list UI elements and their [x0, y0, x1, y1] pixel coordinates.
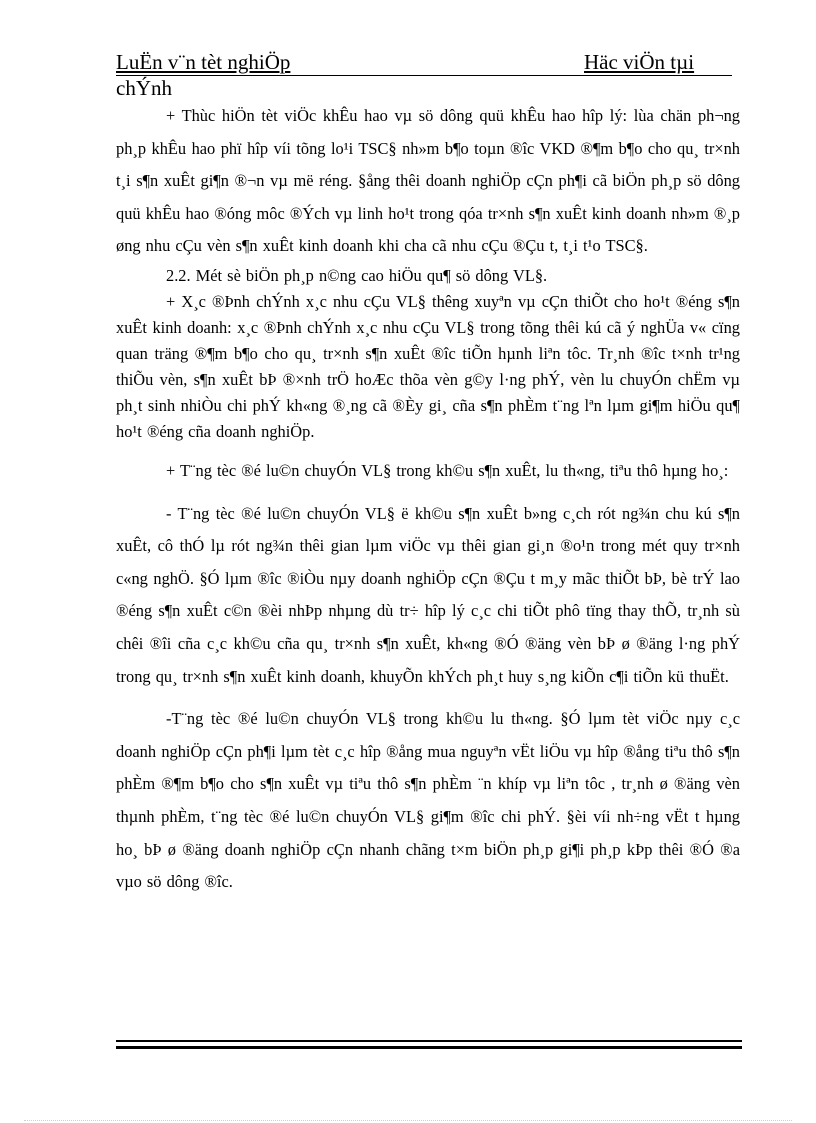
paragraph-working-capital-needs: + X¸c ®Þnh chÝnh x¸c nhu cÇu VL§ thêng xuyªn vµ cÇn thiÕt cho ho¹t ®éng s¶n xuÊt kinh doanh: x¸c ®Þnh chÝnh x¸c nhu cÇu VL§ trong tõng thêi kú cã ý nghÜa v« cïng quan träng ®¶m b¶o cho qu¸ tr×nh s¶n xuÊt ®îc tiÕn hµnh liªn tôc. Tr¸nh ®îc t×nh tr¹ng thiÕu vèn, s¶n xuÊt bÞ ®×nh trÖ hoÆc thõa vèn g©y l·ng phÝ, vèn lu chuyÓn chËm vµ ph¸t sinh nhiÒu chi phÝ kh«ng ®¸ng cã ®Èy gi¸ cña s¶n phÈm t¨ng lªn lµm gi¶m hiÖu qu¶ ho¹t ®éng cña doanh nghiÖp.: [116, 291, 740, 441]
footer-rule-thick: [116, 1046, 742, 1049]
section-heading-2-2: 2.2. Mét sè biÖn ph¸p n©ng cao hiÖu qu¶ sö dông VL§.: [166, 265, 548, 285]
header-thesis-title: LuËn v¨n tèt nghiÖp: [116, 50, 291, 74]
page-edge: [24, 1120, 792, 1121]
header-institution-continuation: chÝnh: [116, 76, 172, 100]
paragraph-depreciation: + Thùc hiÖn tèt viÖc khÊu hao vµ sö dông quü khÊu hao hîp lý: lùa chän ph¬ng ph¸p khÊu hao phï hîp víi tõng lo¹i TSC§ nh»m b¶o toµn ®îc VKD ®¶m b¶o cho qu¸ tr×nh t¸i s¶n xuÊt gi¶n ®¬n vµ më réng. §ång thêi doanh nghiÖp cÇn ph¶i cã biÖn ph¸p sö dông quü khÊu hao ®óng môc ®Ých vµ linh ho¹t trong qóa tr×nh s¶n xuÊt kinh doanh nh»m ®¸p øng nhu cÇu vèn s¶n xuÊt kinh doanh khi cha cã nhu cÇu ®Çu t, t¸i t¹o TSC§.: [116, 106, 740, 256]
paragraph-turnover-speed: + T¨ng tèc ®é lu©n chuyÓn VL§ trong kh©u s¶n xuÊt, lu th«ng, tiªu thô hµng ho¸:: [166, 460, 729, 480]
document-body: [116, 100, 740, 899]
footer-rule-thin: [116, 1040, 742, 1042]
header-rule: [116, 75, 732, 76]
page-header: [116, 50, 732, 76]
header-institution: Häc viÖn tµi: [584, 50, 695, 74]
paragraph-circulation-stage: -T¨ng tèc ®é lu©n chuyÓn VL§ trong kh©u lu th«ng. §Ó lµm tèt viÖc nµy c¸c doanh nghiÖp cÇn ph¶i lµm tèt c¸c hîp ®ång mua nguyªn vËt liÖu vµ hîp ®ång tiªu thô s¶n phÈm ®¶m b¶o cho s¶n xuÊt vµ tiªu thô s¶n phÈm ¨n khíp vµ liªn tôc , tr¸nh ø ®äng vèn thµnh phÈm, t¨ng tèc ®é lu©n chuyÓn VL§ gi¶m ®îc chi phÝ. §èi víi nh÷ng vËt t hµng ho¸ bÞ ø ®äng doanh nghiÖp cÇn nhanh chãng t×m biÖn ph¸p gi¶i ph¸p kÞp thêi ®Ó ®a vµo sö dông ®îc.: [116, 709, 740, 892]
paragraph-production-stage: - T¨ng tèc ®é lu©n chuyÓn VL§ ë kh©u s¶n xuÊt b»ng c¸ch rót ng¾n chu kú s¶n xuÊt, cô thÓ lµ rót ng¾n thêi gian lµm viÖc vµ thêi gian gi¸n ®o¹n trong mét quy tr×nh c«ng nghÖ. §Ó lµm ®îc ®iÒu nµy doanh nghiÖp cÇn ®Çu t m¸y mãc thiÕt bÞ, bè trÝ lao ®éng s¶n xuÊt c©n ®èi nhÞp nhµng dù tr÷ hîp lý c¸c chi tiÕt phô tïng thay thÕ, tr¸nh sù chêi ®îi cña c¸c kh©u cña qu¸ tr×nh s¶n xuÊt, kh«ng ®Ó ®äng vèn bÞ ø ®äng l·ng phÝ trong qu¸ tr×nh s¶n xuÊt kinh doanh, khuyÕn khÝch ph¸t huy s¸ng kiÕn c¶i tiÕn kü thuËt.: [116, 503, 740, 686]
